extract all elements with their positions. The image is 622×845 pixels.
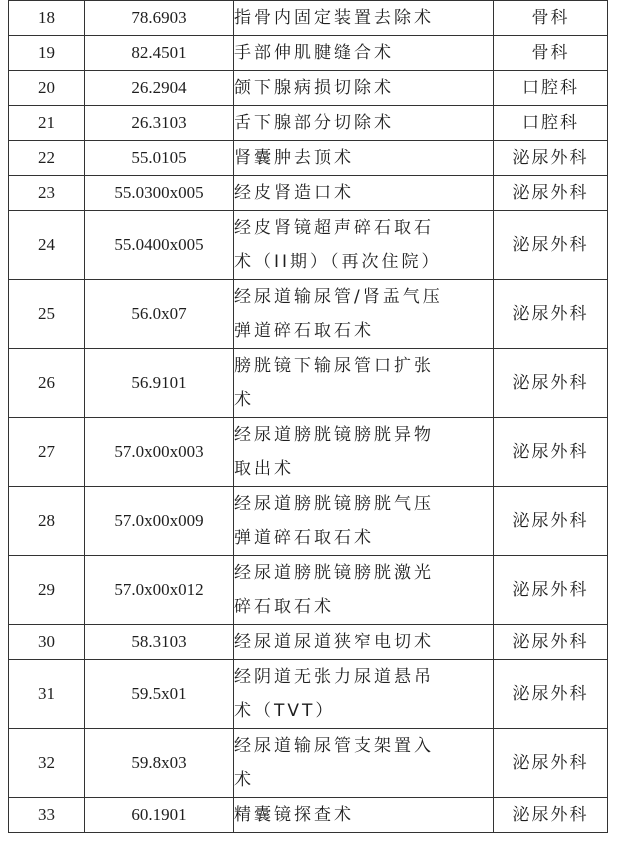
procedure-code-cell <box>85 71 234 106</box>
table-row <box>9 625 608 660</box>
procedure-code-cell <box>85 487 234 556</box>
row-number-cell <box>9 625 85 660</box>
row-number-cell <box>9 1 85 36</box>
procedure-code-text: 57.0x00x003 <box>114 442 204 461</box>
row-number-cell <box>9 349 85 418</box>
row-number-cell <box>9 418 85 487</box>
row-number-text: 28 <box>38 511 55 530</box>
table-row <box>9 71 608 106</box>
department-text: 泌尿外科 <box>512 684 589 704</box>
procedure-name-cell <box>234 280 494 349</box>
procedure-code-cell <box>85 729 234 798</box>
department-cell <box>494 729 608 798</box>
procedure-name-cell <box>234 487 494 556</box>
procedure-code-text: 26.2904 <box>131 78 187 97</box>
row-number-cell <box>9 36 85 71</box>
procedure-name-cell <box>234 176 494 211</box>
row-number-text: 20 <box>38 78 55 97</box>
procedure-code-text: 60.1901 <box>131 805 187 824</box>
row-number-cell <box>9 660 85 729</box>
procedure-code-cell <box>85 418 234 487</box>
department-cell <box>494 211 608 280</box>
table-row <box>9 556 608 625</box>
table-row <box>9 36 608 71</box>
procedure-code-cell <box>85 625 234 660</box>
procedure-code-cell <box>85 176 234 211</box>
procedure-code-cell <box>85 349 234 418</box>
procedure-code-text: 57.0x00x012 <box>114 580 204 599</box>
department-cell <box>494 280 608 349</box>
procedure-name-text: 经阴道无张力尿道悬吊 术（TVT） <box>234 667 434 721</box>
row-number-text: 31 <box>38 684 55 703</box>
department-text: 泌尿外科 <box>512 183 589 203</box>
procedure-code-text: 57.0x00x009 <box>114 511 204 530</box>
row-number-cell <box>9 106 85 141</box>
row-number-cell <box>9 211 85 280</box>
department-cell <box>494 556 608 625</box>
table-row <box>9 280 608 349</box>
procedure-name-cell <box>234 141 494 176</box>
department-text: 泌尿外科 <box>512 304 589 324</box>
table-row <box>9 141 608 176</box>
row-number-cell <box>9 729 85 798</box>
row-number-cell <box>9 176 85 211</box>
row-number-cell <box>9 487 85 556</box>
procedure-name-cell <box>234 729 494 798</box>
table-row <box>9 729 608 798</box>
table-row <box>9 660 608 729</box>
procedure-name-cell <box>234 625 494 660</box>
row-number-text: 22 <box>38 148 55 167</box>
row-number-text: 26 <box>38 373 55 392</box>
table-row <box>9 106 608 141</box>
row-number-text: 25 <box>38 304 55 323</box>
department-text: 泌尿外科 <box>512 511 589 531</box>
department-cell <box>494 36 608 71</box>
row-number-text: 24 <box>38 235 55 254</box>
row-number-text: 33 <box>38 805 55 824</box>
procedure-code-cell <box>85 36 234 71</box>
department-text: 骨科 <box>531 43 570 63</box>
row-number-cell <box>9 71 85 106</box>
department-cell <box>494 487 608 556</box>
procedure-code-cell <box>85 280 234 349</box>
department-text: 泌尿外科 <box>512 148 589 168</box>
department-text: 口腔科 <box>522 113 579 133</box>
procedure-name-cell <box>234 556 494 625</box>
procedure-name-text: 指骨内固定装置去除术 <box>234 8 434 28</box>
department-text: 泌尿外科 <box>512 373 589 393</box>
procedure-name-cell <box>234 660 494 729</box>
department-text: 口腔科 <box>522 78 579 98</box>
procedure-code-cell <box>85 141 234 176</box>
procedure-code-cell <box>85 106 234 141</box>
row-number-text: 23 <box>38 183 55 202</box>
row-number-text: 30 <box>38 632 55 651</box>
row-number-cell <box>9 280 85 349</box>
row-number-text: 32 <box>38 753 55 772</box>
procedure-code-cell <box>85 556 234 625</box>
procedure-code-cell <box>85 1 234 36</box>
procedure-name-cell <box>234 106 494 141</box>
department-text: 泌尿外科 <box>512 632 589 652</box>
procedure-name-cell <box>234 418 494 487</box>
department-cell <box>494 176 608 211</box>
procedure-code-cell <box>85 660 234 729</box>
row-number-text: 29 <box>38 580 55 599</box>
procedure-name-text: 经皮肾造口术 <box>234 183 354 203</box>
row-number-text: 21 <box>38 113 55 132</box>
department-text: 泌尿外科 <box>512 442 589 462</box>
procedure-code-text: 56.9101 <box>131 373 187 392</box>
procedure-code-text: 55.0300x005 <box>114 183 204 202</box>
procedure-name-text: 经尿道输尿管支架置入 术 <box>234 736 434 790</box>
department-cell <box>494 660 608 729</box>
table-row <box>9 487 608 556</box>
procedure-name-text: 经尿道输尿管/肾盂气压 弹道碎石取石术 <box>234 287 443 341</box>
row-number-text: 19 <box>38 43 55 62</box>
table-row <box>9 798 608 833</box>
department-text: 骨科 <box>531 8 570 28</box>
procedure-name-text: 经尿道膀胱镜膀胱异物 取出术 <box>234 425 434 479</box>
department-text: 泌尿外科 <box>512 580 589 600</box>
procedure-code-text: 59.8x03 <box>131 753 187 772</box>
table-row <box>9 211 608 280</box>
procedure-name-text: 手部伸肌腱缝合术 <box>234 43 394 63</box>
procedure-name-text: 精囊镜探查术 <box>234 805 354 825</box>
procedure-table-body <box>9 1 608 833</box>
procedure-name-cell <box>234 349 494 418</box>
table-row <box>9 418 608 487</box>
procedure-name-cell <box>234 36 494 71</box>
procedure-code-text: 56.0x07 <box>131 304 187 323</box>
department-cell <box>494 141 608 176</box>
procedure-name-cell <box>234 211 494 280</box>
department-cell <box>494 349 608 418</box>
procedure-name-cell <box>234 798 494 833</box>
procedure-table <box>8 0 608 833</box>
procedure-name-text: 经尿道膀胱镜膀胱气压 弹道碎石取石术 <box>234 494 434 548</box>
procedure-code-text: 59.5x01 <box>131 684 187 703</box>
row-number-text: 27 <box>38 442 55 461</box>
procedure-code-text: 55.0105 <box>131 148 187 167</box>
procedure-name-text: 膀胱镜下输尿管口扩张 术 <box>234 356 434 410</box>
procedure-name-text: 肾囊肿去顶术 <box>234 148 354 168</box>
procedure-name-text: 舌下腺部分切除术 <box>234 113 394 133</box>
procedure-code-cell <box>85 798 234 833</box>
procedure-name-cell <box>234 1 494 36</box>
department-text: 泌尿外科 <box>512 805 589 825</box>
department-cell <box>494 1 608 36</box>
procedure-code-text: 82.4501 <box>131 43 187 62</box>
table-row <box>9 349 608 418</box>
procedure-code-text: 55.0400x005 <box>114 235 204 254</box>
department-text: 泌尿外科 <box>512 753 589 773</box>
procedure-code-text: 78.6903 <box>131 8 187 27</box>
department-cell <box>494 625 608 660</box>
procedure-code-text: 58.3103 <box>131 632 187 651</box>
procedure-name-text: 经尿道尿道狭窄电切术 <box>234 632 434 652</box>
department-cell <box>494 106 608 141</box>
table-row <box>9 1 608 36</box>
row-number-cell <box>9 556 85 625</box>
row-number-cell <box>9 798 85 833</box>
department-text: 泌尿外科 <box>512 235 589 255</box>
department-cell <box>494 71 608 106</box>
procedure-code-cell <box>85 211 234 280</box>
procedure-name-text: 经尿道膀胱镜膀胱激光 碎石取石术 <box>234 563 434 617</box>
row-number-text: 18 <box>38 8 55 27</box>
procedure-code-text: 26.3103 <box>131 113 187 132</box>
department-cell <box>494 418 608 487</box>
procedure-name-text: 颌下腺病损切除术 <box>234 78 394 98</box>
procedure-name-cell <box>234 71 494 106</box>
row-number-cell <box>9 141 85 176</box>
table-row <box>9 176 608 211</box>
department-cell <box>494 798 608 833</box>
procedure-name-text: 经皮肾镜超声碎石取石 术（II期）（再次住院） <box>234 218 442 272</box>
